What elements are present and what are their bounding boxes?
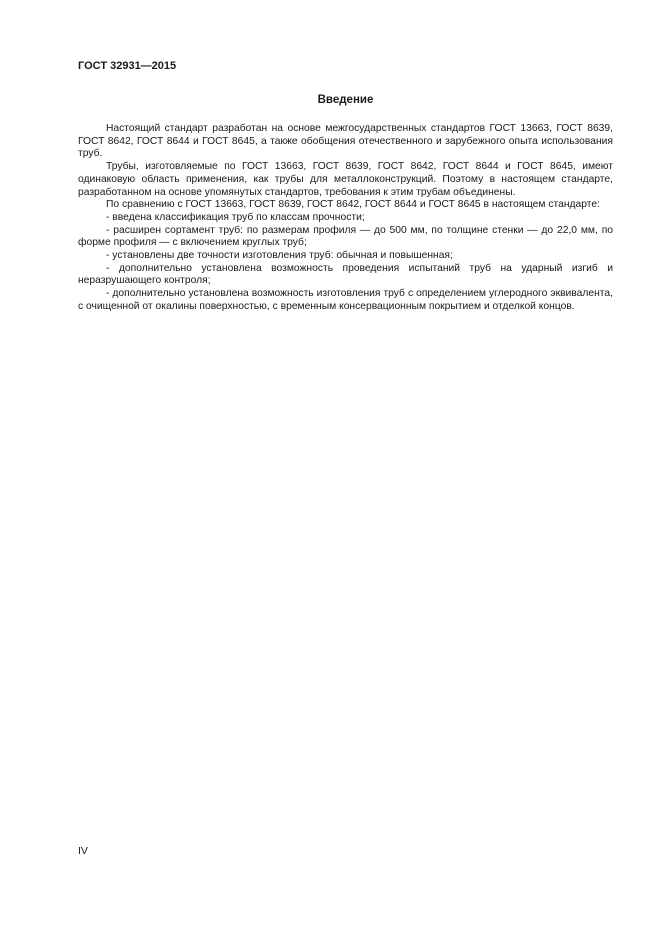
document-code: ГОСТ 32931—2015 bbox=[78, 60, 177, 72]
page-number: IV bbox=[78, 845, 88, 857]
list-item: - введена классификация труб по классам прочности; bbox=[106, 211, 365, 223]
list-item: - установлены две точности изготовления труб: обычная и повышенная; bbox=[106, 250, 453, 262]
section-title: Введение bbox=[317, 94, 374, 106]
paragraph: По сравнению с ГОСТ 13663, ГОСТ 8639, ГОСТ 8642, ГОСТ 8644 и ГОСТ 8645 в настоящем стандарте: bbox=[106, 199, 600, 211]
paragraph: Настоящий стандарт разработан на основе межгосударственных стандартов ГОСТ 13663, ГОСТ 8639, ГОСТ 8642, ГОСТ 8644 и ГОСТ 8645, а также обобщения отечественного и зарубежного опыта использования труб. bbox=[78, 123, 613, 160]
list-item: - дополнительно установлена возможность изготовления труб с определением углеродного эквивалента, с очищенной от окалины поверхностью, с временным консервационным покрытием и отделкой концов. bbox=[78, 288, 613, 312]
list-item: - дополнительно установлена возможность проведения испытаний труб на ударный изгиб и неразрушающего контроля; bbox=[78, 262, 613, 287]
list-item: - расширен сортамент труб: по размерам профиля — до 500 мм, по толщине стенки — до 22,0 мм, по форме профиля — с включением круглых труб; bbox=[78, 224, 613, 249]
document-body bbox=[78, 123, 613, 314]
paragraph: Трубы, изготовляемые по ГОСТ 13663, ГОСТ 8639, ГОСТ 8642, ГОСТ 8644 и ГОСТ 8645, имеют одинаковую область применения, как трубы для металлоконструкций. Поэтому в настоящем стандарте, разработанном на основе упомянутых стандартов, требования к этим трубам объединены. bbox=[78, 161, 613, 198]
